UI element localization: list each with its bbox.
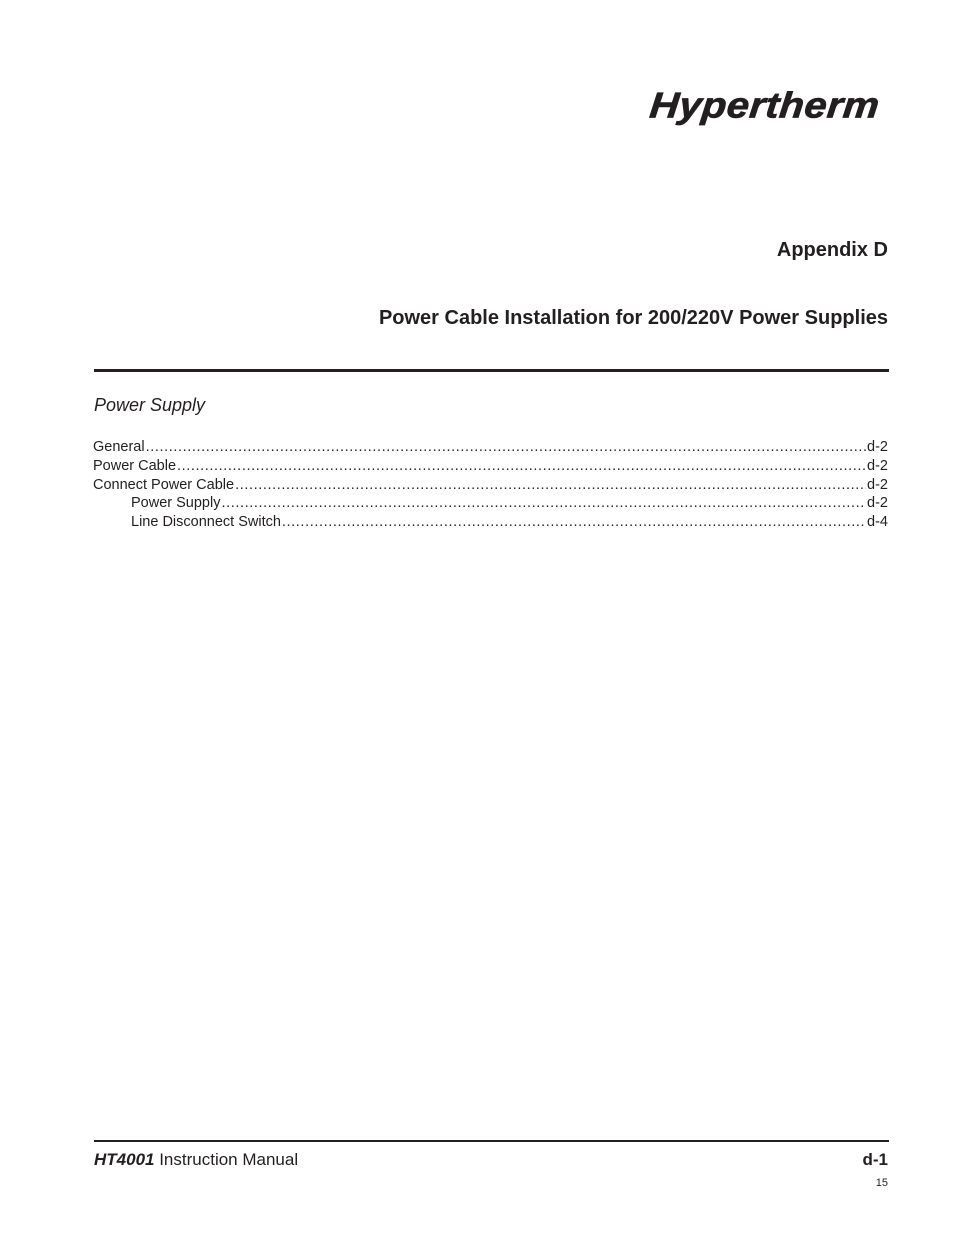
toc-leader-dots bbox=[235, 476, 866, 495]
top-divider bbox=[94, 369, 889, 372]
toc-entry-label: Connect Power Cable bbox=[93, 476, 235, 493]
toc-entry-label: Line Disconnect Switch bbox=[131, 514, 281, 531]
toc-entry-general[interactable] bbox=[93, 438, 888, 457]
footer-divider bbox=[94, 1140, 889, 1142]
toc-entry-label: General bbox=[93, 439, 145, 455]
footer-model: HT4001 bbox=[94, 1150, 155, 1169]
toc-leader-dots bbox=[146, 438, 866, 457]
toc-entry-page: d-2 bbox=[867, 495, 888, 512]
section-heading: Power Supply bbox=[94, 395, 206, 415]
toc-entry-page: d-2 bbox=[867, 457, 888, 474]
table-of-contents bbox=[93, 438, 888, 532]
toc-leader-dots bbox=[177, 457, 866, 476]
toc-entry-label: Power Supply bbox=[131, 495, 221, 512]
appendix-label: Appendix D bbox=[776, 239, 888, 261]
toc-entry-label: Power Cable bbox=[93, 457, 177, 474]
toc-leader-dots bbox=[282, 513, 866, 532]
toc-entry-power-cable[interactable] bbox=[93, 457, 888, 476]
toc-entry-power-supply[interactable] bbox=[93, 494, 888, 513]
toc-entry-connect-power-cable[interactable] bbox=[93, 476, 888, 495]
toc-entry-page: d-4 bbox=[867, 514, 888, 531]
toc-entry-page: d-2 bbox=[867, 476, 888, 493]
sheet-number: 15 bbox=[875, 1177, 888, 1189]
footer-page-number: d-1 bbox=[862, 1150, 888, 1169]
page-title: Power Cable Installation for 200/220V Power Supplies bbox=[378, 307, 888, 329]
footer-manual-title bbox=[94, 1150, 298, 1170]
hypertherm-logo: Hypertherm bbox=[648, 86, 882, 126]
toc-entry-line-disconnect-switch[interactable] bbox=[93, 513, 888, 532]
toc-entry-page: d-2 bbox=[867, 439, 888, 455]
toc-leader-dots bbox=[221, 494, 866, 513]
footer-manual-label: Instruction Manual bbox=[154, 1150, 299, 1169]
